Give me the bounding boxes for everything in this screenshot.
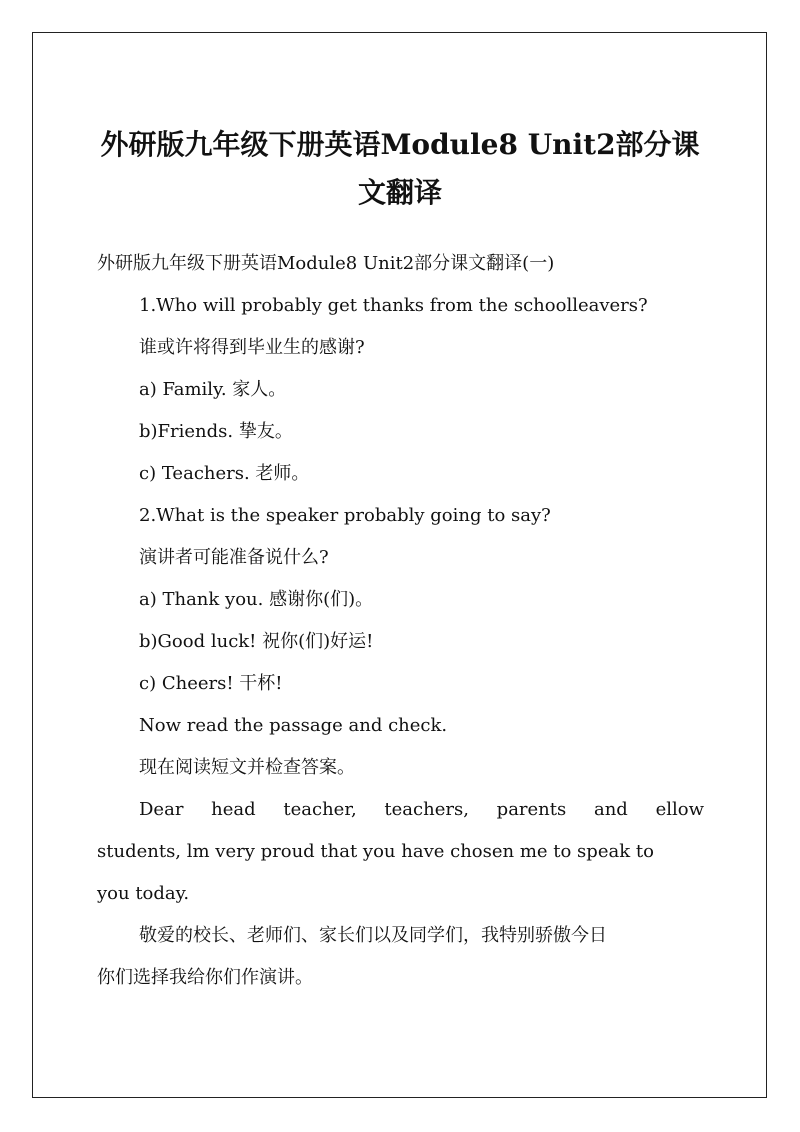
passage-word: head <box>211 799 256 820</box>
instruction-translation: 现在阅读短文并检查答案。 <box>139 757 355 778</box>
question-1-option-c: c) Teachers. 老师。 <box>139 463 310 484</box>
question-1: 1.Who will probably get thanks from the schoolleavers? <box>139 295 648 316</box>
question-2: 2.What is the speaker probably going to say? <box>139 505 551 526</box>
document-subtitle: 外研版九年级下册英语Module8 Unit2部分课文翻译(一) <box>97 253 555 274</box>
passage-word: ellow <box>655 799 704 820</box>
passage-word: teachers, <box>384 799 469 820</box>
question-2-translation: 演讲者可能准备说什么? <box>139 547 329 568</box>
question-2-option-c: c) Cheers! 干杯! <box>139 673 283 694</box>
question-2-option-b: b)Good luck! 祝你(们)好运! <box>139 631 374 652</box>
passage-word: parents <box>496 799 567 820</box>
passage-word: and <box>593 799 628 820</box>
document-title-line-2: 文翻译 <box>357 176 442 209</box>
passage-translation-line-1: 敬爱的校长、老师们、家长们以及同学们，我特别骄傲今日 <box>139 925 607 946</box>
passage-translation-line-2: 你们选择我给你们作演讲。 <box>97 967 313 988</box>
passage-line-3: you today. <box>97 883 190 904</box>
question-2-option-a: a) Thank you. 感谢你(们)。 <box>139 589 374 610</box>
passage-line-2: students, lm very proud that you have chosen me to speak to <box>97 841 654 862</box>
passage-word: teacher, <box>283 799 357 820</box>
question-1-option-a: a) Family. 家人。 <box>139 379 287 400</box>
passage-line-1 <box>139 799 704 821</box>
passage-word: Dear <box>139 799 184 820</box>
question-1-option-b: b)Friends. 挚友。 <box>139 421 293 442</box>
document-title-line-1: 外研版九年级下册英语Module8 Unit2部分课 <box>100 128 700 161</box>
instruction: Now read the passage and check. <box>139 715 448 736</box>
question-1-translation: 谁或许将得到毕业生的感谢? <box>139 337 365 358</box>
